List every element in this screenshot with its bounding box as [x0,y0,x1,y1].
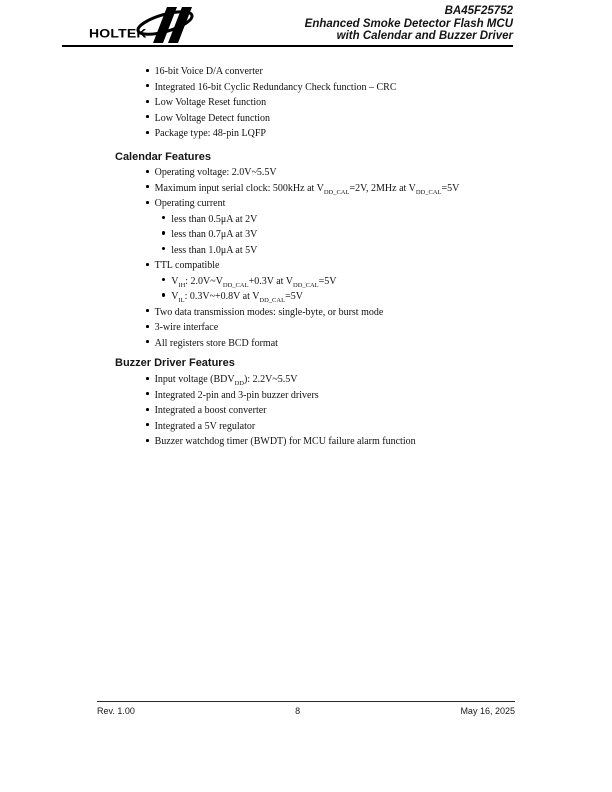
calendar-features-heading: Calendar Features [115,151,211,163]
list-item-text: $V_{IH}$: $2.0V\sim V_{DD\_CAL}+0.3V$ at $V_{DD\_CAL}=5V$ [171,275,337,289]
list-item [162,274,459,290]
bullet-icon [146,423,149,426]
list-item [162,289,459,305]
bullet-icon [162,231,165,234]
list-item-text: $V_{IL}$: 0.3V~+0.8V at $V_{DD\_CAL}=5V$ [171,291,303,304]
list-item [162,212,459,228]
footer-divider [97,701,515,702]
list-item [146,196,459,212]
list-item [146,258,459,274]
list-item [146,126,396,142]
bullet-icon [146,263,149,266]
footer-text-row [97,706,515,716]
buzzer-features-list [146,372,416,450]
list-item-text: Buzzer watchdog timer (BWDT) for MCU failure alarm function [154,436,416,447]
list-item-text: Integrated 2-pin and 3-pin buzzer drivers [154,389,319,401]
list-item-text: Maximum input serial clock: 500kHz at $V_{DD\_CAL}=2V$, 2MHz at $V_{DD\_CAL}=5V$ [154,182,460,196]
bullet-icon [146,170,149,173]
bullet-icon [146,325,149,328]
bullet-icon [146,131,149,134]
list-item [146,80,396,96]
bullet-icon [146,115,149,118]
list-item-text: Package type: 48-pin LQFP [154,128,266,139]
list-item [146,305,459,321]
revision-label: Rev. 1.00 [97,706,135,716]
title-line-2: Enhanced Smoke Detector Flash MCU [304,17,513,30]
list-item-text: Input voltage $(BDV_{DD})$: 2.2V~5.5V [154,374,298,387]
date-label: May 16, 2025 [460,706,515,716]
list-item [146,181,459,197]
part-number: BA45F25752 [444,5,513,17]
list-item [162,227,459,243]
list-item-text: less than 1.0μA at 5V [171,244,258,256]
holtek-logo-icon [135,4,197,46]
bullet-icon [146,377,149,380]
list-item-text: Low Voltage Reset function [154,97,267,108]
bullet-icon [146,185,149,188]
bullet-icon [146,392,149,395]
list-item-text: Integrated a boost converter [154,405,267,416]
list-item-text: Integrated a 5V regulator [154,420,256,432]
bullet-icon [146,439,149,442]
bullet-icon [146,84,149,87]
list-item [146,434,416,450]
list-item [146,372,416,388]
list-item-text: Two data transmission modes: single-byte, or burst mode [154,306,384,318]
list-item-text: All registers store BCD format [154,337,278,349]
bullet-icon [146,201,149,204]
bullet-icon [162,247,165,250]
bullet-icon [146,340,149,343]
list-item [162,243,459,259]
list-item [146,336,459,352]
bullet-icon [146,69,149,72]
bullet-icon [162,293,165,296]
list-item [146,320,459,336]
list-item-text: TTL compatible [154,260,220,271]
title-line-3: with Calendar and Buzzer Driver [336,30,513,43]
header-divider [62,45,513,47]
list-item-text: Low Voltage Detect function [154,112,271,124]
bullet-icon [162,278,165,281]
list-item [146,403,416,419]
list-item [146,388,416,404]
bullet-icon [146,309,149,312]
list-item-text: Operating voltage: 2.0V~5.5V [154,167,277,178]
list-item-text: less than 0.7μA at 3V [171,229,258,240]
list-item [146,111,396,127]
bullet-icon [146,408,149,411]
document-title [305,5,513,43]
list-item-text: less than 0.5μA at 2V [171,213,258,225]
list-item [146,419,416,435]
bullet-icon [146,100,149,103]
bullet-icon [162,216,165,219]
intro-feature-list [146,64,396,142]
list-item-text: 3-wire interface [154,322,219,333]
list-item-text: 16-bit Voice D/A converter [154,66,263,77]
list-item [146,64,396,80]
list-item [146,95,396,111]
list-item-text: Integrated 16-bit Cyclic Redundancy Check function – CRC [154,81,397,93]
page-number: 8 [295,706,301,716]
list-item-text: Operating current [154,198,226,209]
buzzer-features-heading: Buzzer Driver Features [115,357,235,369]
holtek-logo-text: HOLTEK [89,26,147,41]
calendar-features-list [146,165,459,351]
list-item [146,165,459,181]
